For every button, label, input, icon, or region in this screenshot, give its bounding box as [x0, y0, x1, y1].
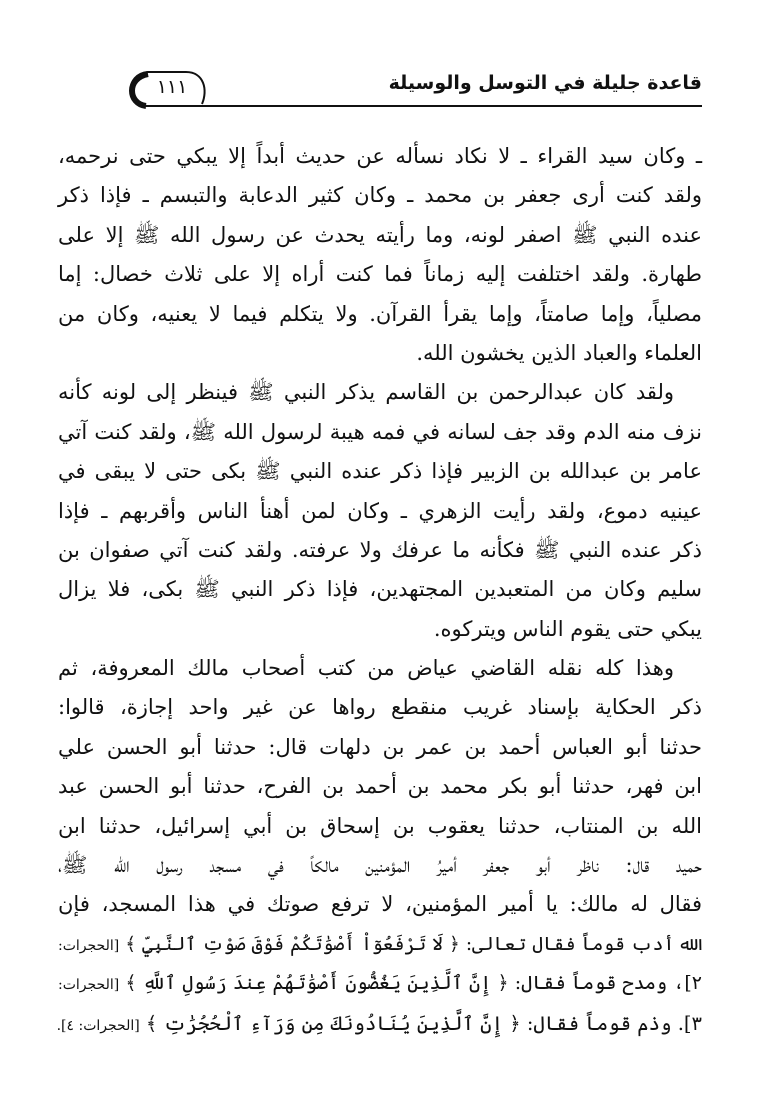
verse-text: ٣]. وذم قوماً فقال: ﴿ إِنَّ ٱلَّذِينَ يُنَادُونَكَ مِن وَرَآءِ ٱلْحُجُرَٰتِ ﴾	[145, 1011, 702, 1035]
text-line: يبكي حتى يقوم الناس ويتركوه.	[433, 616, 702, 641]
body-text	[58, 137, 702, 1043]
text-line: العلماء والعباد الذين يخشون الله.	[416, 340, 702, 365]
verse-line	[58, 925, 702, 964]
text-line: عنده النبي ﷺ اصفر لونه، وما رأيته يحدث عن رسول الله ﷺ إلا على	[58, 222, 702, 247]
header-rule	[200, 105, 702, 107]
text-line: ابن فهر، حدثنا أبو بكر محمد بن أحمد بن الفرح، حدثنا أبو الحسن عبد	[58, 774, 702, 799]
text-line: حدثنا أبو العباس أحمد بن عمر بن دلهات قال: حدثنا أبو الحسن علي	[58, 734, 702, 759]
page-header	[118, 64, 702, 116]
text-line: وهذا كله نقله القاضي عياض من كتب أصحاب مالك المعروفة، ثم	[58, 656, 674, 681]
page-number: ١١١	[156, 76, 188, 98]
text-line: ولقد كان عبدالرحمن بن القاسم يذكر النبي ﷺ فينظر إلى لونه كأنه	[58, 380, 674, 405]
verse-reference: [الحجرات: ٤].	[56, 1017, 140, 1034]
page-number-badge	[118, 64, 210, 116]
verse-line	[58, 964, 702, 1003]
text-line: الله بن المنتاب، حدثنا يعقوب بن إسحاق بن أبي إسرائيل، حدثنا ابن	[58, 813, 702, 838]
text-line: سليم وكان من المتعبدين المجتهدين، فإذا ذكر النبي ﷺ بكى، فلا يزال	[58, 577, 702, 602]
verse-line	[58, 1004, 702, 1043]
text-line: نزف منه الدم وقد جف لسانه في فمه هيبة لرسول الله ﷺ، ولقد كنت آتي	[58, 419, 702, 444]
text-line: عينيه دموع، ولقد رأيت الزهري ـ وكان لمن أهنأ الناس وأقربهم ـ فإذا	[58, 498, 702, 523]
text-line: ذكر الحكاية بإسناد غريب منقطع رواها عن غير واحد إجازة، قالوا:	[58, 695, 702, 720]
text-line: ولقد كنت أرى جعفر بن محمد ـ وكان كثير الدعابة والتبسم ـ فإذا ذكر	[58, 183, 702, 208]
verse-reference: [الحجرات:	[58, 977, 120, 994]
text-line: حميد قال: ناظر أبو جعفر أميرُ المؤمنين مالكاً في مسجد رسول الله ﷺ،	[58, 853, 702, 878]
verse-text: ٢]، ومدح قوماً فقال: ﴿ إِنَّ ٱلَّذِينَ يَغُضُّونَ أَصْوَٰتَهُمْ عِندَ رَسُولِ ٱللَّهِ ﴾	[125, 972, 703, 995]
text-line: طهارة. ولقد اختلفت إليه زماناً فما كنت أراه إلا على ثلاث خصال: إما	[58, 262, 702, 287]
text-line: عامر بن عبدالله بن الزبير فإذا ذكر عنده النبي ﷺ بكى حتى لا يبقى في	[58, 459, 702, 484]
text-line: فقال له مالك: يا أمير المؤمنين، لا ترفع صوتك في هذا المسجد، فإن	[58, 892, 702, 917]
text-line: ـ وكان سيد القراء ـ لا نكاد نسأله عن حديث أبداً إلا يبكي حتى نرحمه،	[58, 144, 702, 168]
verse-reference: [الحجرات:	[58, 937, 120, 954]
text-line: مصلياً، وإما صامتاً، وإما يقرأ القرآن. ولا يتكلم فيما لا يعنيه، وكان من	[58, 301, 702, 326]
verse-text: الله أدب قوماً فقال تعالى: ﴿ لَا تَرْفَعُوٓاْ أَصْوَٰتَكُمْ فَوْقَ صَوْتِ ٱلنَّبِيِّ ﴾	[125, 933, 702, 955]
text-line: ذكر عنده النبي ﷺ فكأنه ما عرفك ولا عرفته. ولقد كنت آتي صفوان بن	[58, 537, 702, 562]
running-title: قاعدة جليلة في التوسل والوسيلة	[388, 72, 702, 94]
